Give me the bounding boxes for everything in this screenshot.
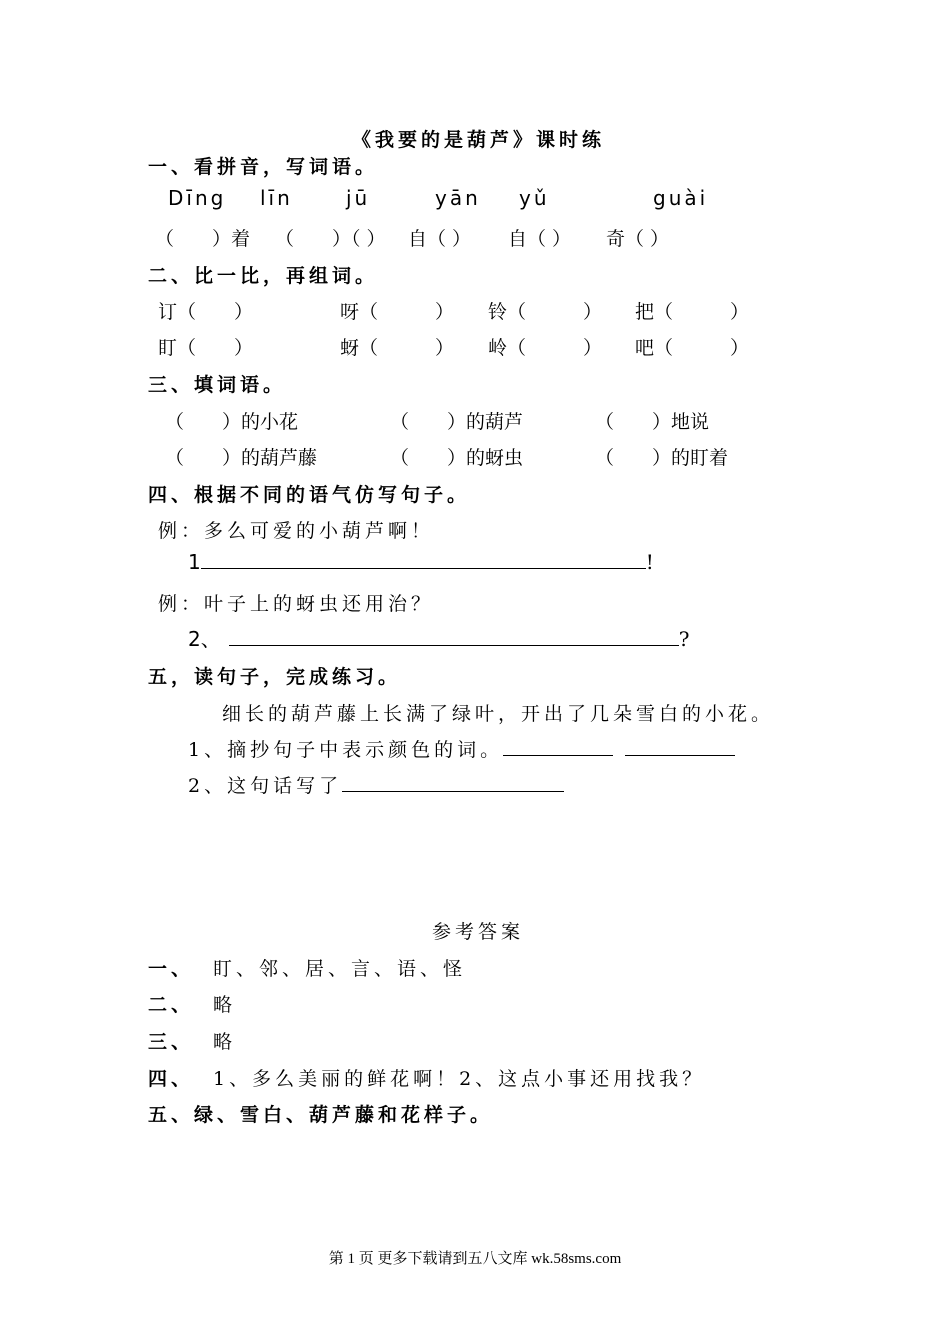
compare-item[interactable]: 岭（ ） xyxy=(488,337,603,359)
reading-sentence: 细长的葫芦藤上长满了绿叶，开出了几朵雪白的小花。 xyxy=(222,703,775,725)
example-2: 例：叶子上的蚜虫还用治？ xyxy=(158,593,435,615)
answer-2-label: 二、 xyxy=(148,994,195,1016)
compare-item[interactable]: 蚜（ ） xyxy=(340,337,455,359)
section5-heading: 五，读句子，完成练习。 xyxy=(148,666,402,688)
answer-1: 盯、邻、居、言、语、怪 xyxy=(213,958,467,980)
answer-5: 五、绿、雪白、葫芦藤和花样子。 xyxy=(148,1104,494,1126)
question-1 xyxy=(188,735,735,762)
fill-item[interactable]: （ ）的小花 xyxy=(165,411,299,433)
fill-item[interactable]: （ ）的蚜虫 xyxy=(390,447,524,469)
pinyin-6: guài xyxy=(653,186,709,210)
question-2-text: 2、这句话写了 xyxy=(188,775,343,797)
end-mark: ? xyxy=(678,627,690,651)
example-1: 例：多么可爱的小葫芦啊！ xyxy=(158,520,435,542)
section1-heading: 一、看拼音，写词语。 xyxy=(148,156,379,178)
pinyin-5: yǔ xyxy=(519,186,550,210)
end-mark: ! xyxy=(645,550,654,574)
answer-line[interactable] xyxy=(229,627,679,646)
answer-line[interactable] xyxy=(342,773,564,792)
compare-item[interactable]: 盯（ ） xyxy=(158,337,254,359)
pinyin-3: jū xyxy=(346,186,371,210)
rewrite-line-2[interactable] xyxy=(188,623,689,652)
item-number: 1 xyxy=(188,550,201,574)
page-footer: 第 1 页 更多下载请到五八文库 wk.58sms.com xyxy=(328,1251,622,1267)
page-title: 《我要的是葫芦》课时练 xyxy=(352,129,606,151)
word-blank-5[interactable]: 奇（ ） xyxy=(606,228,670,250)
compare-item[interactable]: 订（ ） xyxy=(158,301,254,323)
section3-heading: 三、填词语。 xyxy=(148,374,287,396)
fill-item[interactable]: （ ）地说 xyxy=(595,411,710,433)
pinyin-1: Dīng xyxy=(168,186,227,210)
answer-4-label: 四、 xyxy=(148,1068,195,1090)
word-blank-3[interactable]: 自（ ） xyxy=(408,228,472,250)
compare-item[interactable]: 把（ ） xyxy=(635,301,750,323)
answer-line[interactable] xyxy=(201,550,646,569)
answer-line[interactable] xyxy=(503,737,613,756)
fill-item[interactable]: （ ）的葫芦藤 xyxy=(165,447,318,469)
answer-4: 1、多么美丽的鲜花啊！2、这点小事还用找我？ xyxy=(213,1068,706,1090)
pinyin-4: yān xyxy=(435,186,481,210)
question-1-text: 1、摘抄句子中表示颜色的词。 xyxy=(188,739,504,761)
answer-2: 略 xyxy=(213,994,237,1016)
compare-item[interactable]: 吧（ ） xyxy=(635,337,750,359)
pinyin-2: līn xyxy=(260,186,293,210)
answers-title: 参考答案 xyxy=(432,921,525,943)
word-blank-1[interactable]: （ ）着 xyxy=(155,228,251,250)
item-number: 2、 xyxy=(188,627,221,651)
compare-item[interactable]: 铃（ ） xyxy=(488,301,603,323)
rewrite-line-1[interactable] xyxy=(188,550,654,574)
answer-3-label: 三、 xyxy=(148,1031,195,1053)
word-blank-4[interactable]: 自（ ） xyxy=(508,228,572,250)
answer-line[interactable] xyxy=(625,737,735,756)
section2-heading: 二、比一比，再组词。 xyxy=(148,265,379,287)
section4-heading: 四、根据不同的语气仿写句子。 xyxy=(148,484,471,506)
fill-item[interactable]: （ ）的葫芦 xyxy=(390,411,524,433)
word-blank-2[interactable]: （ ）（ ） xyxy=(275,228,386,250)
compare-item[interactable]: 呀（ ） xyxy=(340,301,455,323)
answer-1-label: 一、 xyxy=(148,958,195,980)
fill-item[interactable]: （ ）的盯着 xyxy=(595,447,729,469)
question-2 xyxy=(188,771,564,798)
answer-3: 略 xyxy=(213,1031,237,1053)
